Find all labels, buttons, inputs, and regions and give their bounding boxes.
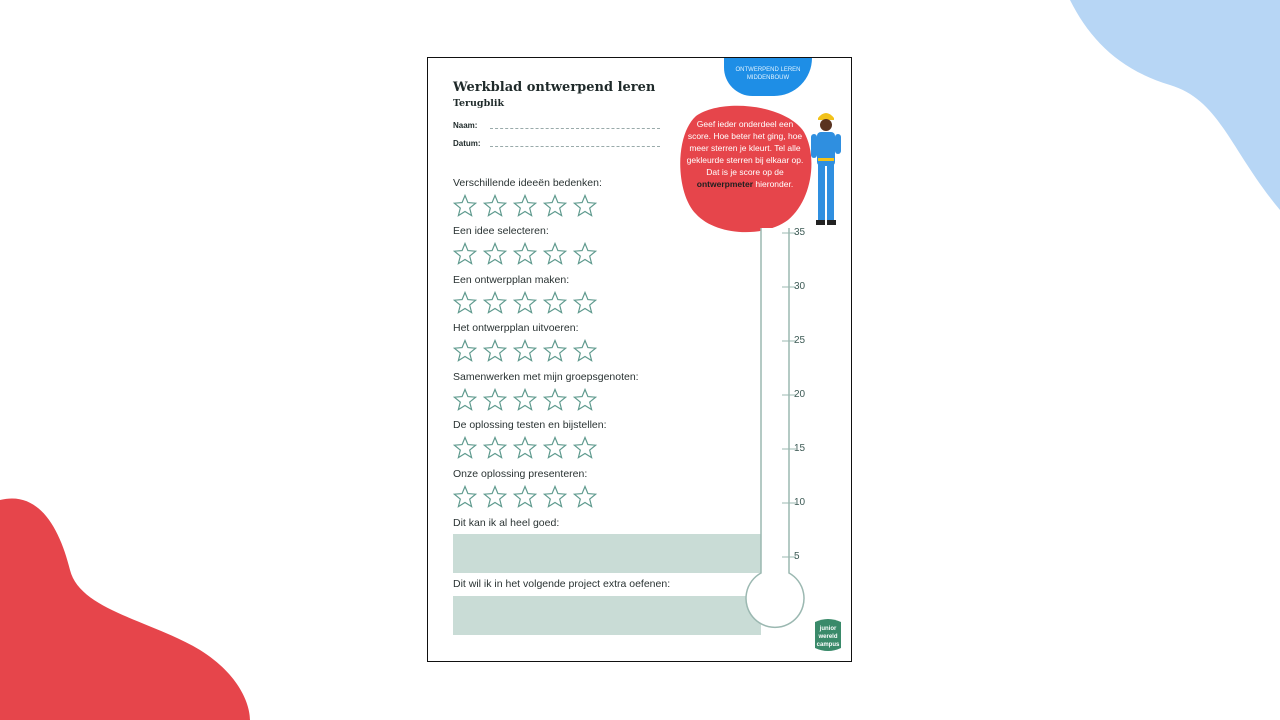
star-icon[interactable] [483, 388, 507, 412]
question-label: Onze oplossing presenteren: [453, 468, 588, 480]
star-icon[interactable] [543, 436, 567, 460]
star-icon[interactable] [483, 194, 507, 218]
star-icon[interactable] [543, 388, 567, 412]
star-rating-row [453, 242, 597, 266]
svg-text:campus: campus [816, 642, 840, 648]
tag-line-2: MIDDENBOUW [746, 75, 790, 81]
star-icon[interactable] [483, 339, 507, 363]
junior-wereld-campus-logo [812, 618, 844, 652]
meter-tick-label: 30 [794, 281, 806, 292]
star-icon[interactable] [573, 436, 597, 460]
star-icon[interactable] [573, 242, 597, 266]
name-label: Naam: [453, 121, 478, 130]
question-label: Het ontwerpplan uitvoeren: [453, 322, 579, 334]
bottom-left-red-blob [0, 490, 260, 720]
star-icon[interactable] [513, 291, 537, 315]
meter-tick-label: 15 [794, 443, 806, 454]
svg-text:junior: junior [819, 626, 837, 632]
star-icon[interactable] [543, 194, 567, 218]
star-icon[interactable] [573, 291, 597, 315]
instruction-emphasis: ontwerpmeter [696, 179, 754, 189]
question-label: Een ontwerpplan maken: [453, 274, 570, 286]
star-icon[interactable] [513, 436, 537, 460]
meter-tick-label: 5 [794, 551, 800, 562]
open-question-label: Dit wil ik in het volgende project extra oefenen: [453, 578, 671, 590]
star-icon[interactable] [513, 339, 537, 363]
star-icon[interactable] [483, 436, 507, 460]
star-icon[interactable] [483, 242, 507, 266]
question-label: Samenwerken met mijn groepsgenoten: [453, 371, 639, 383]
star-icon[interactable] [543, 485, 567, 509]
star-icon[interactable] [453, 485, 477, 509]
star-icon[interactable] [483, 485, 507, 509]
practice-answer-box[interactable] [453, 596, 761, 635]
open-question-label: Dit kan ik al heel goed: [453, 517, 560, 529]
instruction-text-end: hieronder. [755, 179, 794, 189]
name-field[interactable] [490, 128, 660, 129]
tag-line-1: ONTWERPEND LEREN [735, 67, 801, 73]
meter-tick-label: 10 [794, 497, 806, 508]
star-rating-row [453, 194, 597, 218]
worker-illustration [806, 108, 846, 236]
star-icon[interactable] [513, 242, 537, 266]
star-icon[interactable] [573, 485, 597, 509]
star-rating-row [453, 485, 597, 509]
meter-tick-label: 25 [794, 335, 806, 346]
star-icon[interactable] [573, 388, 597, 412]
star-icon[interactable] [453, 388, 477, 412]
star-rating-row [453, 291, 597, 315]
star-icon[interactable] [543, 339, 567, 363]
star-icon[interactable] [453, 194, 477, 218]
svg-text:wereld: wereld [818, 634, 838, 640]
star-icon[interactable] [483, 291, 507, 315]
star-icon[interactable] [543, 291, 567, 315]
star-rating-row [453, 339, 597, 363]
star-icon[interactable] [453, 291, 477, 315]
star-icon[interactable] [573, 339, 597, 363]
instruction-text-main: Geef ieder onderdeel een score. Hoe beter het ging, hoe meer sterren je kleurt. Tel alle gekleurde sterren bij elkaar op. Dat is je score op de [686, 119, 804, 177]
date-field[interactable] [490, 146, 660, 147]
meter-tick-label: 20 [794, 389, 806, 400]
category-tag [724, 58, 812, 96]
top-right-blue-blob [1060, 0, 1280, 215]
star-icon[interactable] [543, 242, 567, 266]
question-label: Verschillende ideeën bedenken: [453, 177, 602, 189]
star-icon[interactable] [453, 242, 477, 266]
worksheet-subtitle: Terugblik [453, 98, 505, 109]
star-icon[interactable] [513, 485, 537, 509]
star-icon[interactable] [513, 194, 537, 218]
worksheet-title: Werkblad ontwerpend leren [453, 80, 656, 95]
date-label: Datum: [453, 139, 481, 148]
star-icon[interactable] [453, 339, 477, 363]
worksheet-page [427, 57, 852, 662]
star-icon[interactable] [513, 388, 537, 412]
star-rating-row [453, 388, 597, 412]
star-rating-row [453, 436, 597, 460]
strengths-answer-box[interactable] [453, 534, 761, 573]
question-label: De oplossing testen en bijstellen: [453, 419, 607, 431]
star-icon[interactable] [573, 194, 597, 218]
question-label: Een idee selecteren: [453, 225, 549, 237]
instruction-text [686, 118, 804, 190]
meter-tick-label: 35 [794, 227, 806, 238]
star-icon[interactable] [453, 436, 477, 460]
